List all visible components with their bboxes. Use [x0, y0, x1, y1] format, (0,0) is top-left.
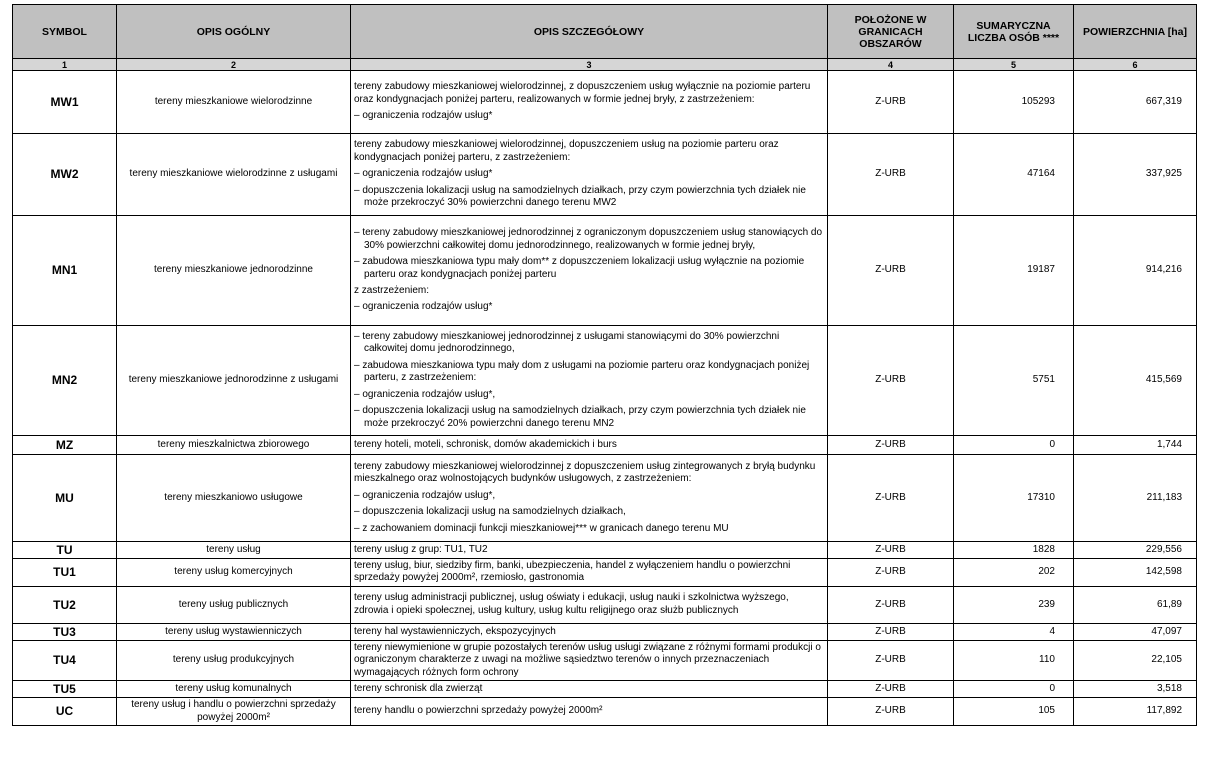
table-row [13, 326, 1197, 436]
row-location: Z-URB [828, 71, 954, 134]
row-symbol: MW1 [13, 71, 117, 134]
row-persons: 239 [954, 586, 1074, 623]
row-symbol: MN1 [13, 216, 117, 326]
row-symbol: MZ [13, 436, 117, 455]
detail-paragraph: tereny usług, biur, siedziby firm, banki, ubezpieczenia, handel z wyłączeniem handlu o powierzchni sprzedaży powyżej 2000m², rzemiosło, gastronomia [354, 560, 791, 584]
row-area: 47,097 [1074, 623, 1197, 640]
row-area: 3,518 [1074, 681, 1197, 698]
row-symbol: TU4 [13, 640, 117, 680]
row-location: Z-URB [828, 698, 954, 726]
row-general-description: tereny mieszkaniowe jednorodzinne [117, 216, 351, 326]
detail-paragraph: tereny zabudowy mieszkaniowej wielorodzinnej z dopuszczeniem usług zintegrowanych z bryłą budynku mieszkalnego oraz wolnostojących budynków usługowych, z zastrzeżeniem: [354, 460, 816, 485]
row-area: 337,925 [1074, 134, 1197, 216]
row-location: Z-URB [828, 640, 954, 680]
row-persons: 105293 [954, 71, 1074, 134]
row-location: Z-URB [828, 623, 954, 640]
row-symbol: UC [13, 698, 117, 726]
row-location: Z-URB [828, 455, 954, 542]
row-symbol: MU [13, 455, 117, 542]
land-use-table-container [12, 4, 1196, 726]
row-symbol: TU3 [13, 623, 117, 640]
row-persons: 110 [954, 640, 1074, 680]
row-symbol: TU2 [13, 586, 117, 623]
column-number: 2 [117, 59, 351, 71]
row-persons: 47164 [954, 134, 1074, 216]
header-general-description: OPIS OGÓLNY [117, 5, 351, 59]
table-row [13, 559, 1197, 587]
detail-paragraph: tereny zabudowy mieszkaniowej wielorodzinnej, z dopuszczeniem usług wyłącznie na poziomie parteru oraz kondygnacjach poniżej parteru, realizowanych w formie jednej bryły, z zastrzeżeniem: [354, 81, 811, 105]
row-detailed-description [351, 326, 828, 436]
row-detailed-description [351, 134, 828, 216]
row-general-description: tereny mieszkaniowe wielorodzinne [117, 71, 351, 134]
row-location: Z-URB [828, 681, 954, 698]
table-row [13, 455, 1197, 542]
column-number: 3 [351, 59, 828, 71]
row-detailed-description [351, 698, 828, 726]
row-general-description: tereny usług i handlu o powierzchni sprzedaży powyżej 2000m² [117, 698, 351, 726]
detail-bullet: – ograniczenia rodzajów usług* [354, 168, 493, 180]
header-persons: SUMARYCZNA LICZBA OSÓB **** [954, 5, 1074, 59]
detail-bullet: – dopuszczenia lokalizacji usług na samodzielnych działkach, [354, 506, 626, 518]
row-location: Z-URB [828, 134, 954, 216]
detail-paragraph: tereny zabudowy mieszkaniowej wielorodzinnej, dopuszczeniem usług na poziomie parteru oraz kondygnacjach poniżej parteru, z zastrzeżeniem: [354, 139, 779, 163]
row-area: 1,744 [1074, 436, 1197, 455]
row-general-description: tereny usług komercyjnych [117, 559, 351, 587]
detail-paragraph: tereny hal wystawienniczych, ekspozycyjnych [354, 625, 556, 637]
table-body [13, 71, 1197, 726]
land-use-table [12, 4, 1197, 726]
detail-bullet: – ograniczenia rodzajów usług*, [354, 489, 496, 501]
row-detailed-description [351, 640, 828, 680]
row-general-description: tereny mieszkaniowe jednorodzinne z usługami [117, 326, 351, 436]
column-number: 5 [954, 59, 1074, 71]
detail-paragraph: tereny usług z grup: TU1, TU2 [354, 543, 488, 555]
table-row [13, 681, 1197, 698]
row-area: 117,892 [1074, 698, 1197, 726]
header-area: POWIERZCHNIA [ha] [1074, 5, 1197, 59]
header-row [13, 5, 1197, 59]
detail-bullet: – ograniczenia rodzajów usług* [354, 110, 493, 122]
header-location: POŁOŻONE W GRANICACH OBSZARÓW [828, 5, 954, 59]
table-row [13, 698, 1197, 726]
row-detailed-description [351, 681, 828, 698]
table-row [13, 436, 1197, 455]
row-persons: 19187 [954, 216, 1074, 326]
column-number: 4 [828, 59, 954, 71]
column-number-row [13, 59, 1197, 71]
detail-bullet: – tereny zabudowy mieszkaniowej jednorodzinnej z usługami stanowiącymi do 30% powierzchni całkowitej domu jednorodzinnego, [354, 331, 780, 355]
detail-paragraph: tereny niewymienione w grupie pozostałych terenów usług usługi związane z różnymi formami produkcji o ograniczonym charakterze z uwagi na możliwe sąsiedztwo terenów o innych przeznaczeniach wymagających różnych form ochrony [354, 641, 821, 678]
table-row [13, 134, 1197, 216]
row-symbol: MN2 [13, 326, 117, 436]
table-row [13, 623, 1197, 640]
row-area: 415,569 [1074, 326, 1197, 436]
row-detailed-description [351, 542, 828, 559]
row-symbol: TU5 [13, 681, 117, 698]
table-row [13, 640, 1197, 680]
detail-paragraph: tereny schronisk dla zwierząt [354, 682, 483, 694]
row-general-description: tereny mieszkaniowo usługowe [117, 455, 351, 542]
row-location: Z-URB [828, 586, 954, 623]
detail-bullet: – z zachowaniem dominacji funkcji mieszkaniowej*** w granicach danego terenu MU [354, 522, 729, 534]
row-general-description: tereny mieszkaniowe wielorodzinne z usługami [117, 134, 351, 216]
row-area: 914,216 [1074, 216, 1197, 326]
header-detailed-description: OPIS SZCZEGÓŁOWY [351, 5, 828, 59]
header-symbol: SYMBOL [13, 5, 117, 59]
row-symbol: TU1 [13, 559, 117, 587]
row-area: 667,319 [1074, 71, 1197, 134]
column-number: 6 [1074, 59, 1197, 71]
row-general-description: tereny mieszkalnictwa zbiorowego [117, 436, 351, 455]
row-detailed-description [351, 71, 828, 134]
row-location: Z-URB [828, 559, 954, 587]
row-area: 22,105 [1074, 640, 1197, 680]
row-persons: 202 [954, 559, 1074, 587]
detail-bullet: – dopuszczenia lokalizacji usług na samodzielnych działkach, przy czym powierzchnia tych działek nie może przekroczyć 30% powierzchni danego terenu MW2 [354, 184, 806, 209]
detail-bullet: – ograniczenia rodzajów usług* [354, 301, 493, 313]
row-general-description: tereny usług komunalnych [117, 681, 351, 698]
row-area: 142,598 [1074, 559, 1197, 587]
table-row [13, 71, 1197, 134]
row-area: 229,556 [1074, 542, 1197, 559]
detail-paragraph: z zastrzeżeniem: [354, 284, 430, 296]
row-persons: 17310 [954, 455, 1074, 542]
row-location: Z-URB [828, 216, 954, 326]
column-number: 1 [13, 59, 117, 71]
row-symbol: MW2 [13, 134, 117, 216]
row-general-description: tereny usług wystawienniczych [117, 623, 351, 640]
row-area: 61,89 [1074, 586, 1197, 623]
table-row [13, 542, 1197, 559]
detail-bullet: – zabudowa mieszkaniowa typu mały dom z usługami na poziomie parteru oraz kondygnacjach poniżej parteru, z zastrzeżeniem: [354, 359, 810, 384]
detail-bullet: – ograniczenia rodzajów usług*, [354, 388, 496, 400]
row-location: Z-URB [828, 326, 954, 436]
detail-paragraph: tereny usług administracji publicznej, usług oświaty i edukacji, usług nauki i szkolnictwa wyższego, zdrowia i opieki społecznej, usług kultury, usług kultu religijnego oraz służb publicznych [354, 592, 789, 616]
row-detailed-description [351, 436, 828, 455]
detail-bullet: – zabudowa mieszkaniowa typu mały dom** z dopuszczeniem lokalizacji usług wyłącznie na poziomie parteru oraz kondygnacjach poniżej parteru [354, 256, 805, 280]
detail-bullet: – dopuszczenia lokalizacji usług na samodzielnych działkach, przy czym powierzchnia tych działek nie może przekroczyć 20% powierzchni danego terenu MN2 [354, 405, 806, 429]
row-general-description: tereny usług publicznych [117, 586, 351, 623]
row-location: Z-URB [828, 436, 954, 455]
row-persons: 1828 [954, 542, 1074, 559]
detail-paragraph: tereny handlu o powierzchni sprzedaży powyżej 2000m² [354, 705, 603, 717]
detail-paragraph: tereny hoteli, moteli, schronisk, domów akademickich i burs [354, 438, 617, 450]
row-general-description: tereny usług [117, 542, 351, 559]
table-row [13, 216, 1197, 326]
row-persons: 5751 [954, 326, 1074, 436]
row-persons: 4 [954, 623, 1074, 640]
row-detailed-description [351, 455, 828, 542]
row-area: 211,183 [1074, 455, 1197, 542]
row-symbol: TU [13, 542, 117, 559]
row-persons: 0 [954, 681, 1074, 698]
row-general-description: tereny usług produkcyjnych [117, 640, 351, 680]
table-row [13, 586, 1197, 623]
row-persons: 105 [954, 698, 1074, 726]
row-detailed-description [351, 586, 828, 623]
row-detailed-description [351, 216, 828, 326]
detail-bullet: – tereny zabudowy mieszkaniowej jednorodzinnej z ograniczonym dopuszczeniem usług stanowiących do 30% powierzchni całkowitej domu jednorodzinnego, realizowanych w formie jednej bryły, [354, 227, 823, 251]
row-detailed-description [351, 623, 828, 640]
row-persons: 0 [954, 436, 1074, 455]
row-detailed-description [351, 559, 828, 587]
row-location: Z-URB [828, 542, 954, 559]
